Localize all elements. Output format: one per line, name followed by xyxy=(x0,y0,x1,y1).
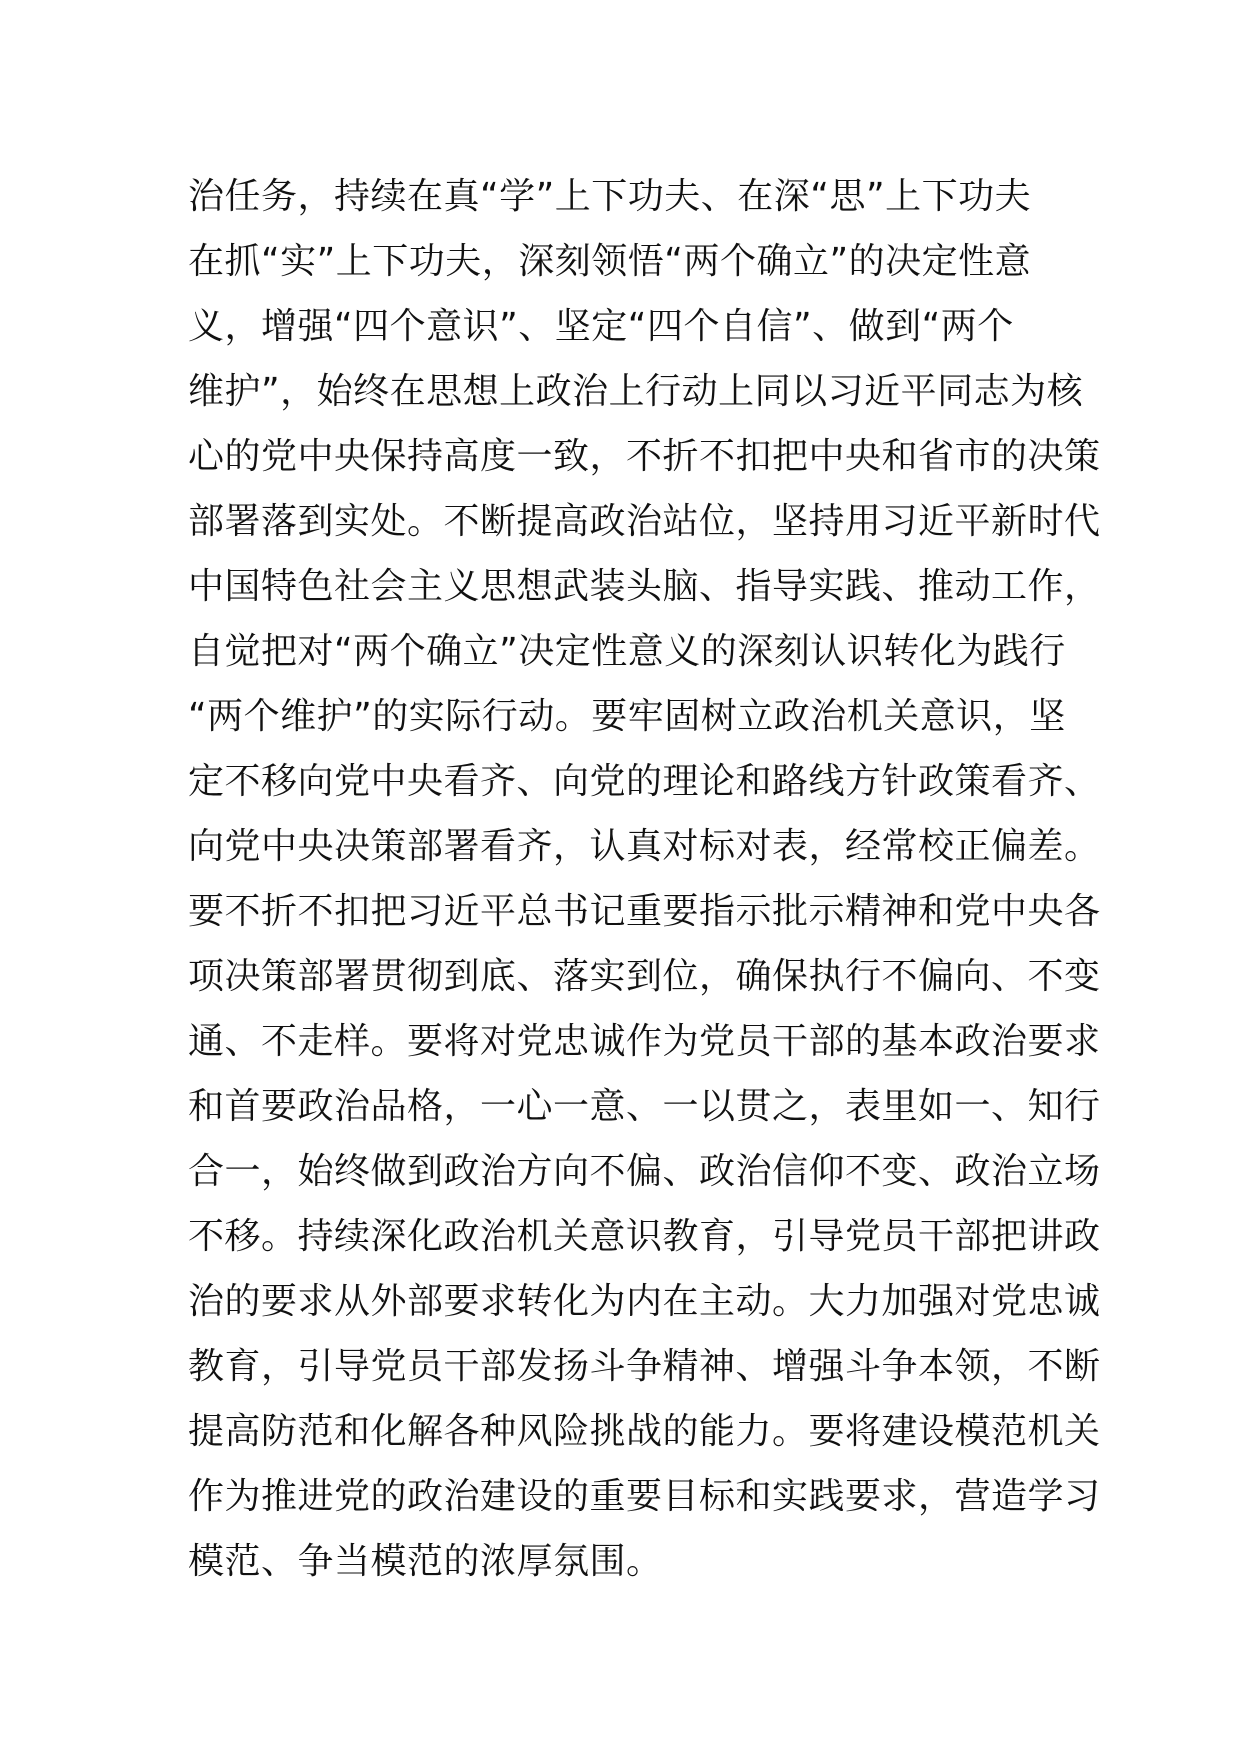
text-line: 作为推进党的政治建设的重要目标和实践要求，营造学习 xyxy=(188,1476,1101,1517)
text-line: 合一，始终做到政治方向不偏、政治信仰不变、政治立场 xyxy=(188,1151,1101,1192)
text-line: 自觉把对“两个确立”决定性意义的深刻认识转化为践行 xyxy=(188,631,1066,672)
text-line: 项决策部署贯彻到底、落实到位，确保执行不偏向、不变 xyxy=(188,956,1101,997)
text-line: 治任务，持续在真“学”上下功夫、在深“思”上下功夫 xyxy=(188,176,1032,217)
text-line: 不移。持续深化政治机关意识教育，引导党员干部把讲政 xyxy=(188,1216,1101,1257)
text-line: “两个维护”的实际行动。要牢固树立政治机关意识，坚 xyxy=(188,696,1066,737)
text-line: 中国特色社会主义思想武装头脑、指导实践、推动工作， xyxy=(188,566,1101,607)
text-line: 模范、争当模范的浓厚氛围。 xyxy=(188,1541,663,1582)
text-line: 教育，引导党员干部发扬斗争精神、增强斗争本领，不断 xyxy=(188,1346,1101,1387)
text-line: 部署落到实处。不断提高政治站位，坚持用习近平新时代 xyxy=(188,501,1101,542)
body-paragraph xyxy=(188,164,1101,1594)
text-line: 要不折不扣把习近平总书记重要指示批示精神和党中央各 xyxy=(188,891,1101,932)
text-line: 维护”，始终在思想上政治上行动上同以习近平同志为核 xyxy=(188,371,1084,412)
text-line: 和首要政治品格，一心一意、一以贯之，表里如一、知行 xyxy=(188,1086,1101,1127)
text-line: 在抓“实”上下功夫，深刻领悟“两个确立”的决定性意 xyxy=(188,241,1032,282)
text-line: 定不移向党中央看齐、向党的理论和路线方针政策看齐、 xyxy=(188,761,1101,802)
text-line: 心的党中央保持高度一致，不折不扣把中央和省市的决策 xyxy=(188,436,1101,477)
text-line: 通、不走样。要将对党忠诚作为党员干部的基本政治要求 xyxy=(188,1021,1101,1062)
text-line: 治的要求从外部要求转化为内在主动。大力加强对党忠诚 xyxy=(188,1281,1101,1322)
text-line: 义，增强“四个意识”、坚定“四个自信”、做到“两个 xyxy=(188,306,1014,347)
text-line: 提高防范和化解各种风险挑战的能力。要将建设模范机关 xyxy=(188,1411,1101,1452)
text-line: 向党中央决策部署看齐，认真对标对表，经常校正偏差。 xyxy=(188,826,1101,867)
